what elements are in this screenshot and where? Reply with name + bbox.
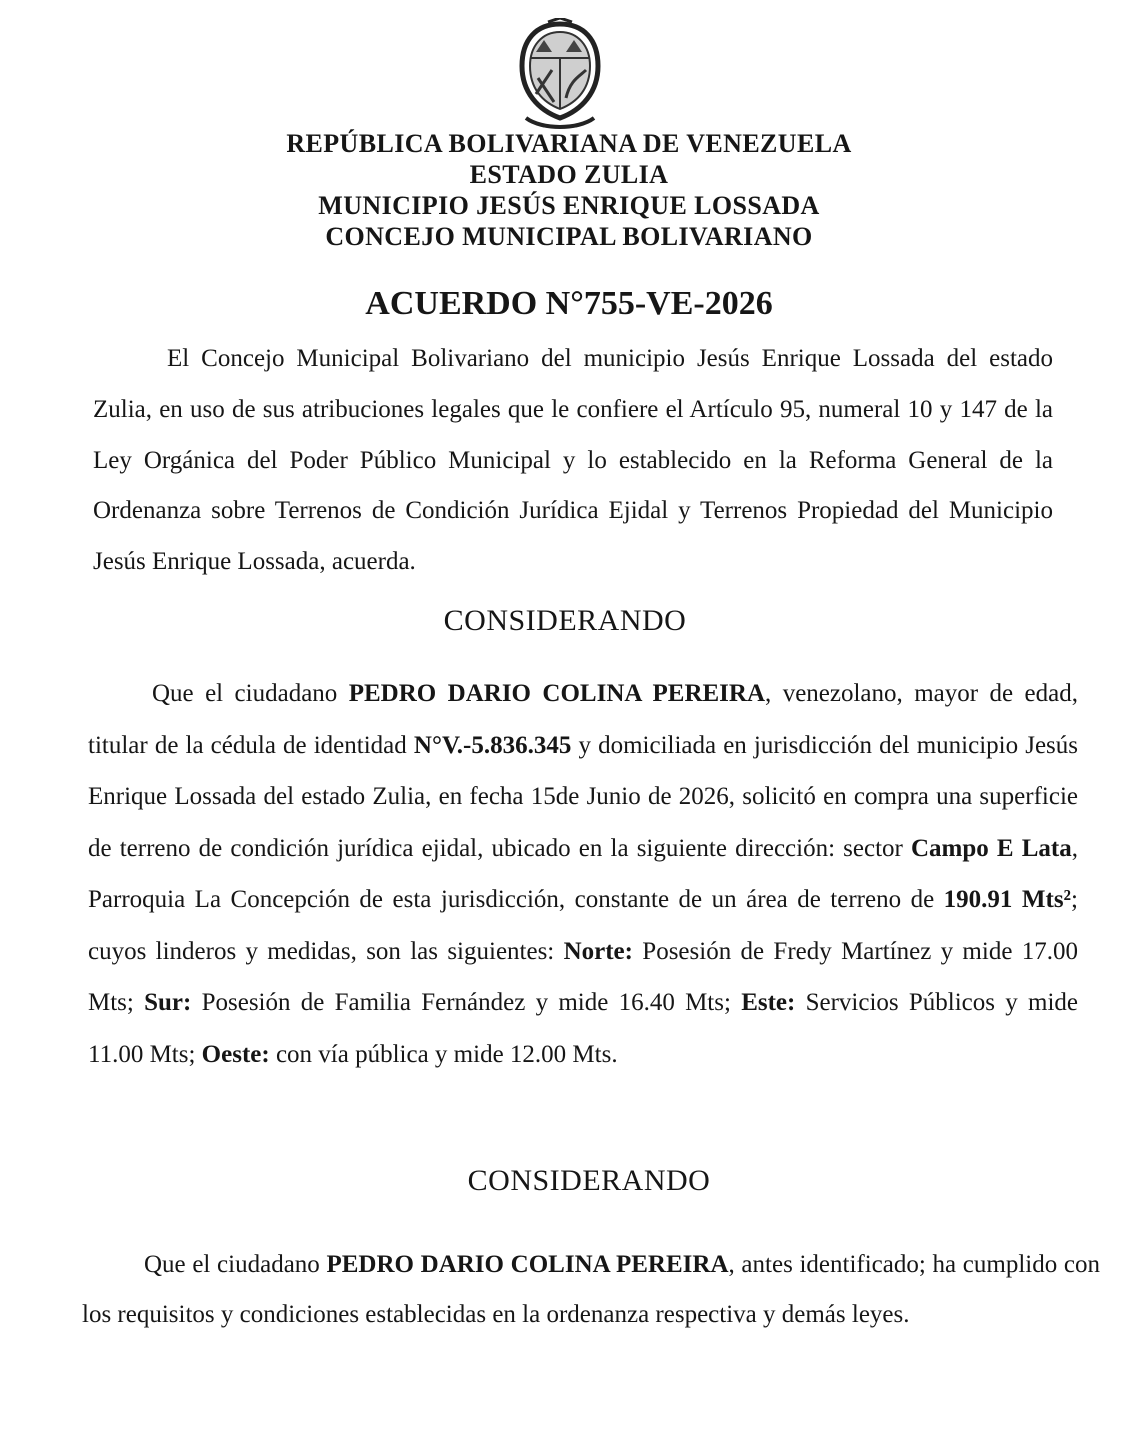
text-segment: Servicios Públicos y mide 11.00 Mts; <box>88 989 1078 1068</box>
header-state: ESTADO ZULIA <box>469 160 669 189</box>
text-segment: Que el ciudadano <box>144 1251 327 1278</box>
intro-text: El Concejo Municipal Bolivariano del municipio Jesús Enrique Lossada del estado Zulia, en uso de sus atribuciones legales que le confiere el Artículo 95, numeral 10 y 147 de la Ley Orgánica del Poder Público Municipal y lo establecido en la Reforma General de la Ordenanza sobre Terrenos de Condición Jurídica Ejidal y Terrenos Propiedad del Municipio Jesús Enrique Lossada, acuerda. <box>93 345 1053 576</box>
text-segment: , Parroquia La Concepción de esta jurisdicción, constante de un área de terreno de <box>88 834 1078 913</box>
cedula-number: N°V.-5.836.345 <box>413 731 572 759</box>
text-segment: Posesión de Familia Fernández y mide 16.40 Mts; <box>191 989 742 1016</box>
header-municipality: MUNICIPIO JESÚS ENRIQUE LOSSADA <box>318 191 820 220</box>
boundary-norte-label: Norte: <box>563 937 633 965</box>
text-segment: , antes identificado; ha cumplido con los requisitos y condiciones establecidas en la ordenanza respectiva y demás leyes. <box>82 1251 1100 1328</box>
considerando-heading-2: CONSIDERANDO <box>467 1164 711 1197</box>
agreement-title: ACUERDO N°755-VE-2026 <box>365 285 773 322</box>
terrain-area: 190.91 Mts² <box>943 886 1072 913</box>
sector-name: Campo E Lata <box>911 834 1072 862</box>
header-republic: REPÚBLICA BOLIVARIANA DE VENEZUELA <box>286 129 852 158</box>
text-segment: y domiciliada en jurisdicción del municipio Jesús Enrique Lossada del estado Zulia, en fecha 15de Junio de 2026, solicitó en compra una superficie de terreno de condición jurídica ejidal, ubicado en la siguiente dirección: sector <box>88 731 1078 862</box>
text-segment: Que el ciudadano <box>152 680 349 707</box>
text-segment: Posesión de Fredy Martínez y mide 17.00 Mts; <box>88 937 1078 1016</box>
document-header <box>0 128 1138 252</box>
text-segment: ; cuyos linderos y medidas, son las siguientes: <box>88 886 1078 965</box>
text-segment: con vía pública y mide 12.00 Mts. <box>269 1040 618 1068</box>
citizen-name: PEDRO DARIO COLINA PEREIRA <box>326 1251 729 1278</box>
header-council: CONCEJO MUNICIPAL BOLIVARIANO <box>325 222 813 251</box>
considerando-paragraph-2 <box>82 1240 1100 1340</box>
boundary-sur-label: Sur: <box>144 989 192 1016</box>
considerando-heading-1: CONSIDERANDO <box>443 604 687 637</box>
boundary-oeste-label: Oeste: <box>201 1040 270 1068</box>
text-segment: , venezolano, mayor de edad, titular de la cédula de identidad <box>88 680 1078 759</box>
considerando-paragraph-1 <box>88 668 1078 1080</box>
citizen-name: PEDRO DARIO COLINA PEREIRA <box>348 680 766 707</box>
coat-of-arms-seal <box>508 18 612 136</box>
boundary-este-label: Este: <box>741 989 796 1016</box>
intro-paragraph <box>93 334 1053 588</box>
